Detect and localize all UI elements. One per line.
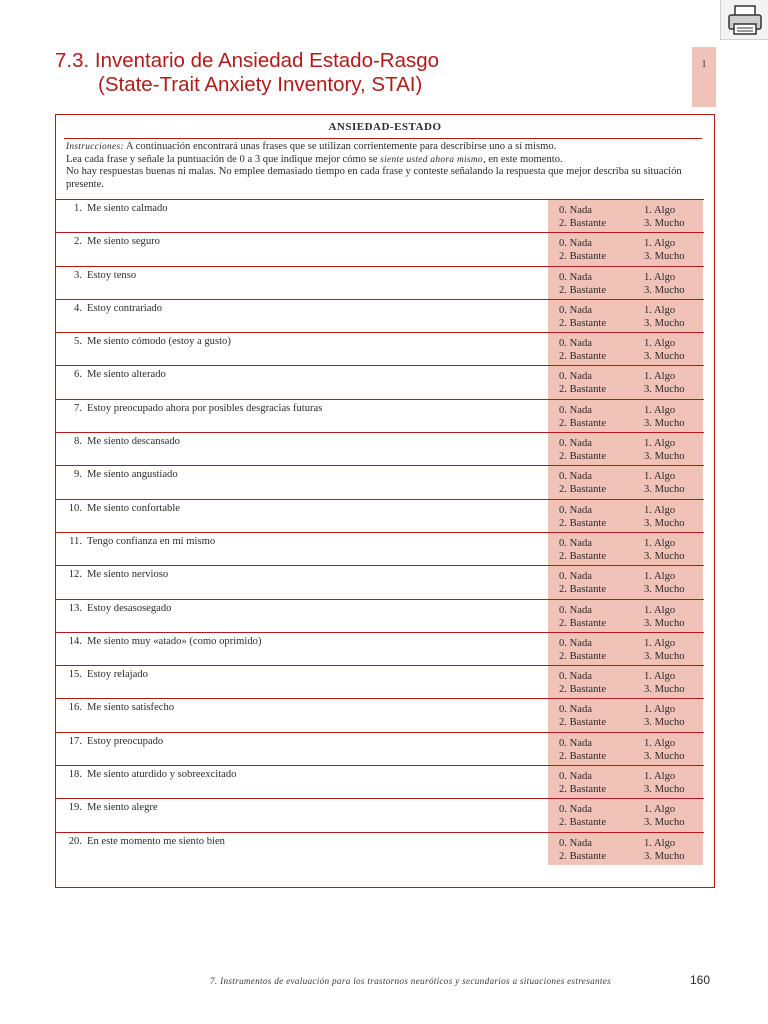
item-number: 8. (74, 436, 82, 448)
option-2[interactable]: 2. Bastante (559, 351, 607, 363)
form-heading: ANSIEDAD-ESTADO (328, 121, 442, 133)
item-number: 15. (68, 669, 82, 681)
option-0[interactable]: 0. Nada (559, 771, 592, 783)
title-line-2: (State-Trait Anxiety Inventory, STAI) (98, 73, 423, 96)
item-number: 18. (68, 769, 82, 781)
option-0[interactable]: 0. Nada (559, 571, 592, 583)
option-3[interactable]: 3. Mucho (644, 617, 685, 629)
option-1[interactable]: 1. Algo (644, 571, 676, 583)
item-options (548, 799, 703, 831)
page-number: 160 (690, 973, 711, 987)
item-number: 2. (74, 236, 82, 248)
footer-text: 7. Instrumentos de evaluación para los trastornos neuróticos y secundarios a situaciones estresantes (210, 976, 611, 986)
option-0[interactable]: 0. Nada (559, 271, 592, 283)
item-number: 16. (68, 702, 82, 714)
option-0[interactable]: 0. Nada (559, 737, 592, 749)
item-options (548, 267, 703, 299)
item-number: 17. (68, 735, 82, 747)
item-options (548, 566, 703, 598)
item-text: Me siento muy «atado» (como oprimido) (87, 635, 262, 647)
item-number: 1. (74, 203, 82, 214)
option-2[interactable]: 2. Bastante (559, 650, 607, 662)
instructions-line-2-pre: Lea cada frase y señale la puntuación de 0 a 3 que indique mejor cómo se (66, 153, 381, 165)
instructions (66, 141, 696, 191)
questionnaire-item (56, 299, 704, 332)
option-2[interactable]: 2. Bastante (559, 717, 607, 729)
option-2[interactable]: 2. Bastante (559, 550, 607, 562)
item-number: 11. (69, 535, 82, 547)
option-3[interactable]: 3. Mucho (644, 484, 685, 496)
option-0[interactable]: 0. Nada (559, 504, 592, 516)
item-text: Me siento angustiado (87, 469, 178, 481)
questionnaire-item (56, 798, 704, 831)
option-0[interactable]: 0. Nada (559, 338, 592, 350)
questionnaire-item (56, 332, 704, 365)
questionnaire-item (56, 599, 704, 632)
option-1[interactable]: 1. Algo (644, 704, 676, 716)
item-options (548, 400, 703, 432)
item-options (548, 333, 703, 365)
item-number: 3. (74, 269, 82, 281)
option-0[interactable]: 0. Nada (559, 537, 592, 549)
item-text: Estoy tenso (87, 269, 137, 281)
item-options (548, 466, 703, 498)
option-2[interactable]: 2. Bastante (559, 817, 607, 829)
option-2[interactable]: 2. Bastante (559, 484, 607, 496)
print-button[interactable] (720, 0, 768, 40)
instructions-line-3: No hay respuestas buenas ni malas. No emplee demasiado tiempo en cada frase y conteste señalando la respuesta que mejor describa su situación presente. (66, 166, 682, 190)
page-title (55, 49, 439, 97)
item-text: Estoy preocupado (87, 735, 164, 747)
questionnaire-form (55, 114, 715, 888)
item-number: 7. (74, 402, 82, 414)
item-list (56, 199, 704, 865)
item-text: Me siento calmado (87, 203, 168, 214)
option-1[interactable]: 1. Algo (644, 771, 676, 783)
item-options (548, 766, 703, 798)
option-2[interactable]: 2. Bastante (559, 850, 607, 862)
option-3[interactable]: 3. Mucho (644, 817, 685, 829)
item-text: Me siento alegre (87, 802, 158, 814)
item-options (548, 600, 703, 632)
item-text: En este momento me siento bien (87, 835, 225, 847)
option-1[interactable]: 1. Algo (644, 804, 676, 816)
option-2[interactable]: 2. Bastante (559, 617, 607, 629)
option-1[interactable]: 1. Algo (644, 837, 676, 849)
option-2[interactable]: 2. Bastante (559, 584, 607, 596)
option-1[interactable]: 1. Algo (644, 304, 676, 316)
option-2[interactable]: 2. Bastante (559, 784, 607, 796)
item-text: Me siento descansado (87, 436, 180, 448)
item-options (548, 200, 703, 232)
option-1[interactable]: 1. Algo (644, 537, 676, 549)
item-options (548, 300, 703, 332)
item-text: Estoy desasosegado (87, 602, 172, 614)
option-1[interactable]: 1. Algo (644, 637, 676, 649)
questionnaire-item (56, 499, 704, 532)
item-options (548, 433, 703, 465)
questionnaire-item (56, 532, 704, 565)
option-3[interactable]: 3. Mucho (644, 417, 685, 429)
option-1[interactable]: 1. Algo (644, 471, 676, 483)
option-1[interactable]: 1. Algo (644, 371, 676, 383)
instructions-line-2-post: , en este momento. (482, 153, 563, 165)
option-2[interactable]: 2. Bastante (559, 317, 607, 329)
questionnaire-item (56, 432, 704, 465)
option-3[interactable]: 3. Mucho (644, 251, 685, 263)
option-1[interactable]: 1. Algo (644, 604, 676, 616)
option-3[interactable]: 3. Mucho (644, 584, 685, 596)
option-0[interactable]: 0. Nada (559, 371, 592, 383)
option-3[interactable]: 3. Mucho (644, 850, 685, 862)
option-0[interactable]: 0. Nada (559, 205, 592, 216)
option-1[interactable]: 1. Algo (644, 504, 676, 516)
option-1[interactable]: 1. Algo (644, 671, 676, 683)
instructions-label: Instrucciones: (66, 142, 124, 152)
option-3[interactable]: 3. Mucho (644, 684, 685, 696)
questionnaire-item (56, 665, 704, 698)
option-1[interactable]: 1. Algo (644, 238, 676, 250)
option-0[interactable]: 0. Nada (559, 238, 592, 250)
questionnaire-item (56, 765, 704, 798)
option-3[interactable]: 3. Mucho (644, 517, 685, 529)
item-number: 5. (74, 336, 82, 348)
item-number: 20. (68, 835, 82, 847)
item-text: Tengo confianza en mí mismo (87, 535, 216, 547)
item-text: Me siento alterado (87, 369, 166, 381)
questionnaire-item (56, 232, 704, 265)
option-2[interactable]: 2. Bastante (559, 284, 607, 296)
option-2[interactable]: 2. Bastante (559, 384, 607, 396)
option-3[interactable]: 3. Mucho (644, 650, 685, 662)
item-text: Me siento aturdido y sobreexcitado (87, 769, 237, 781)
option-1[interactable]: 1. Algo (644, 338, 676, 350)
questionnaire-item (56, 832, 704, 865)
questionnaire-item (56, 365, 704, 398)
item-number: 4. (74, 302, 82, 314)
option-3[interactable]: 3. Mucho (644, 218, 685, 229)
option-3[interactable]: 3. Mucho (644, 550, 685, 562)
item-number: 12. (68, 569, 82, 581)
option-2[interactable]: 2. Bastante (559, 251, 607, 263)
option-3[interactable]: 3. Mucho (644, 351, 685, 363)
item-text: Me siento confortable (87, 502, 180, 514)
questionnaire-item (56, 732, 704, 765)
heading-divider (64, 138, 702, 139)
option-2[interactable]: 2. Bastante (559, 417, 607, 429)
option-1[interactable]: 1. Algo (644, 404, 676, 416)
item-text: Estoy contrariado (87, 302, 163, 314)
option-0[interactable]: 0. Nada (559, 837, 592, 849)
item-options (548, 666, 703, 698)
option-2[interactable]: 2. Bastante (559, 517, 607, 529)
item-text: Me siento satisfecho (87, 702, 175, 714)
item-text: Estoy preocupado ahora por posibles desgracias futuras (87, 402, 323, 414)
questionnaire-item (56, 465, 704, 498)
option-1[interactable]: 1. Algo (644, 205, 676, 216)
item-text: Estoy relajado (87, 669, 148, 681)
item-number: 6. (74, 369, 82, 381)
option-0[interactable]: 0. Nada (559, 438, 592, 450)
option-3[interactable]: 3. Mucho (644, 384, 685, 396)
option-0[interactable]: 0. Nada (559, 671, 592, 683)
option-1[interactable]: 1. Algo (644, 438, 676, 450)
option-0[interactable]: 0. Nada (559, 637, 592, 649)
option-3[interactable]: 3. Mucho (644, 451, 685, 463)
questionnaire-item (56, 399, 704, 432)
option-0[interactable]: 0. Nada (559, 304, 592, 316)
option-3[interactable]: 3. Mucho (644, 784, 685, 796)
item-options (548, 533, 703, 565)
item-number: 13. (68, 602, 82, 614)
item-options (548, 233, 703, 265)
option-0[interactable]: 0. Nada (559, 404, 592, 416)
item-options (548, 366, 703, 398)
option-2[interactable]: 2. Bastante (559, 218, 607, 229)
questionnaire-item (56, 632, 704, 665)
item-options (548, 733, 703, 765)
option-2[interactable]: 2. Bastante (559, 684, 607, 696)
item-options (548, 699, 703, 731)
item-options (548, 633, 703, 665)
instructions-line-2-emphasis: siente usted ahora mismo (380, 154, 483, 165)
option-2[interactable]: 2. Bastante (559, 451, 607, 463)
item-number: 19. (68, 802, 82, 814)
item-options (548, 833, 703, 865)
questionnaire-item (56, 199, 704, 232)
option-1[interactable]: 1. Algo (644, 271, 676, 283)
option-3[interactable]: 3. Mucho (644, 317, 685, 329)
option-2[interactable]: 2. Bastante (559, 750, 607, 762)
option-0[interactable]: 0. Nada (559, 804, 592, 816)
item-text: Me siento cómodo (estoy a gusto) (87, 336, 231, 348)
option-0[interactable]: 0. Nada (559, 704, 592, 716)
option-0[interactable]: 0. Nada (559, 604, 592, 616)
option-3[interactable]: 3. Mucho (644, 717, 685, 729)
item-number: 9. (74, 469, 82, 481)
item-number: 10. (68, 502, 82, 514)
instructions-line-1: A continuación encontrará unas frases que se utilizan corrientemente para describirse uno a sí mismo. (123, 141, 557, 152)
questionnaire-item (56, 266, 704, 299)
title-line-1: 7.3. Inventario de Ansiedad Estado-Rasgo (55, 49, 440, 72)
questionnaire-item (56, 698, 704, 731)
item-text: Me siento nervioso (87, 569, 169, 581)
questionnaire-item (56, 565, 704, 598)
page-tab (692, 47, 716, 107)
item-options (548, 500, 703, 532)
option-3[interactable]: 3. Mucho (644, 284, 685, 296)
option-1[interactable]: 1. Algo (644, 737, 676, 749)
printer-icon (727, 4, 763, 36)
item-number: 14. (68, 635, 82, 647)
option-3[interactable]: 3. Mucho (644, 750, 685, 762)
option-0[interactable]: 0. Nada (559, 471, 592, 483)
item-text: Me siento seguro (87, 236, 160, 248)
page-tab-number: 1 (701, 59, 707, 70)
